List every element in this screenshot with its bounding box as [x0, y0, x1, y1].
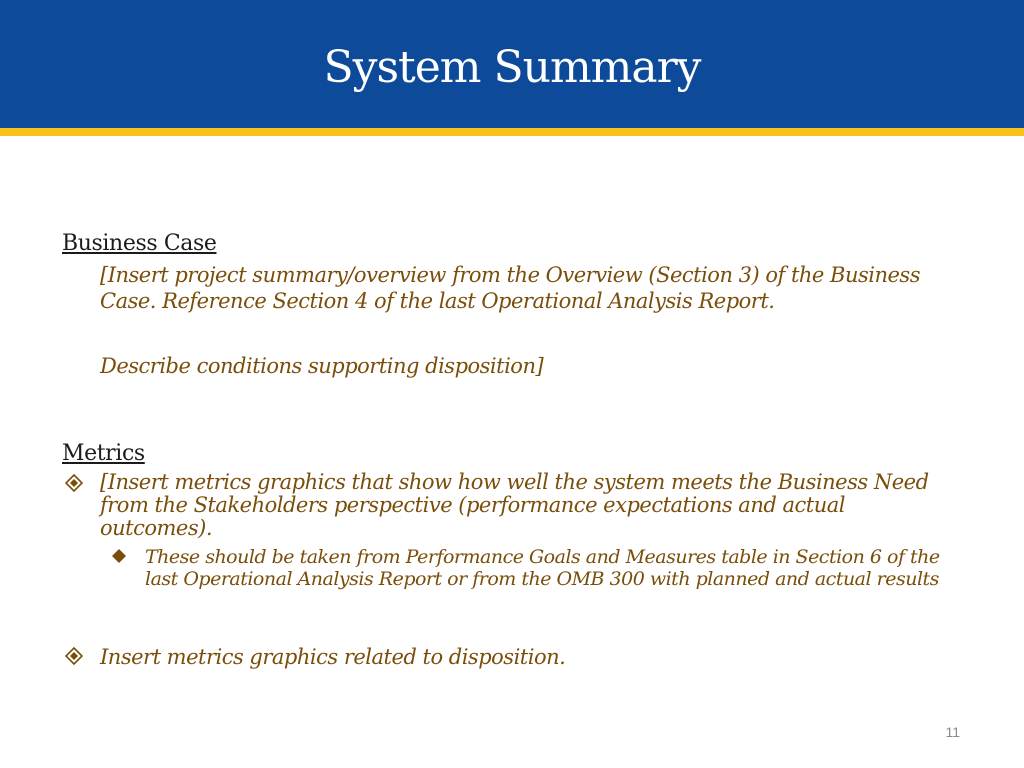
header-accent-stripe [0, 128, 1024, 136]
metrics-bullet-1: [Insert metrics graphics that show how well the system meets the Business Need from the Stakeholders perspective (performance expectations and actual outcomes). [100, 470, 929, 540]
metrics-heading: Metrics [62, 441, 145, 466]
slide-number: 11 [945, 724, 960, 740]
solid-diamond-icon [112, 549, 126, 563]
outlined-diamond-icon [65, 647, 83, 665]
slide-title: System Summary [323, 42, 701, 93]
outlined-diamond-icon [65, 474, 83, 492]
metrics-sub-bullet-1: These should be taken from Performance Goals and Measures table in Section 6 of the last Operational Analysis Report or from the OMB 300 with planned and actual results [145, 546, 940, 590]
metrics-bullet-2: Insert metrics graphics related to disposition. [100, 645, 566, 669]
business-case-heading: Business Case [62, 231, 217, 256]
business-case-paragraph-1: [Insert project summary/overview from the Overview (Section 3) of the Business Case. Reference Section 4 of the last Operational Analysis Report. [100, 263, 920, 313]
business-case-paragraph-2: Describe conditions supporting disposition] [100, 354, 544, 378]
